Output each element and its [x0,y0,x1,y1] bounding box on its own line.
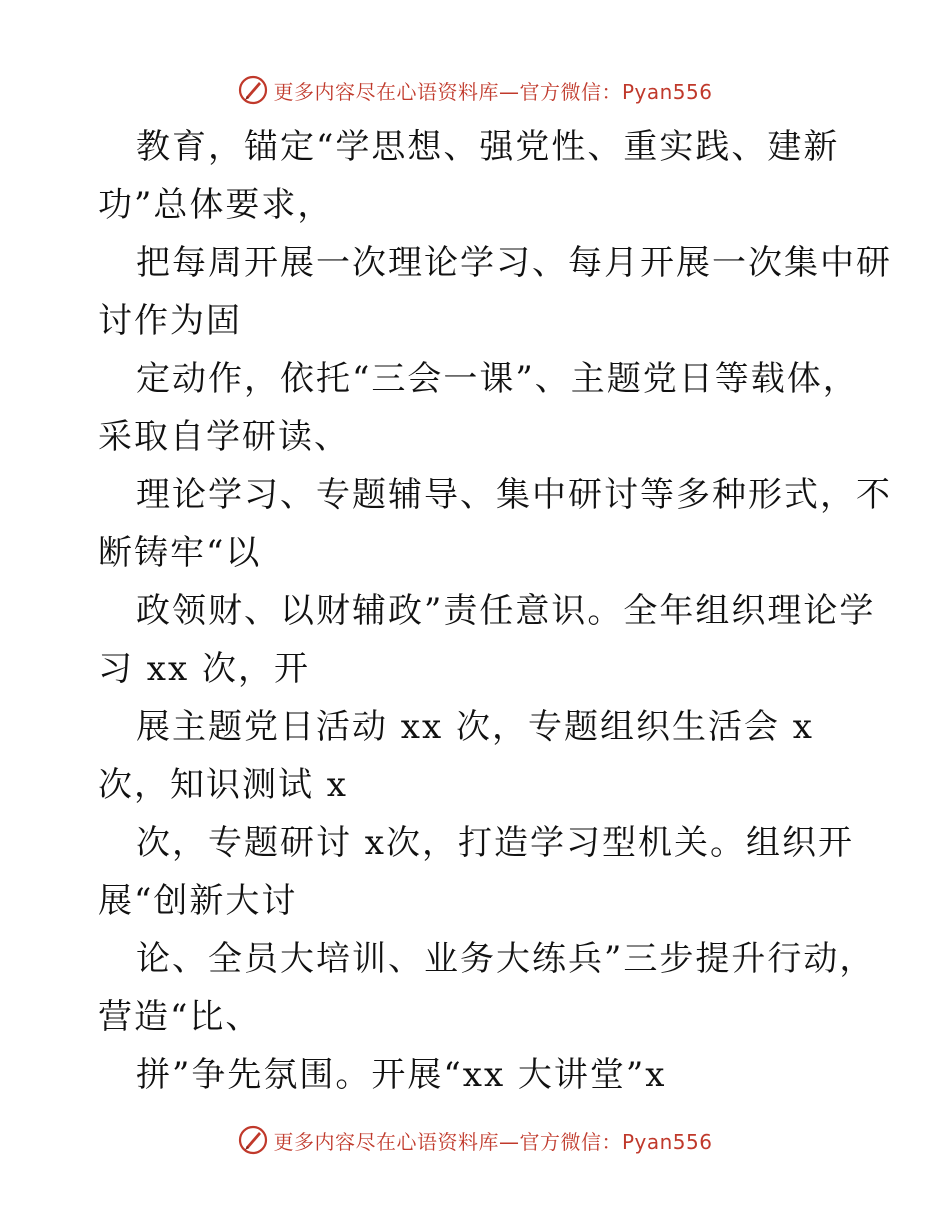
body-line-1: 教育，锚定“学思想、强党性、重实践、建新 [136,127,840,167]
body-line-2: 功”总体要求， [98,185,334,225]
body-line-14: 展“创新大讨 [98,881,298,921]
body-line-13: 次，专题研讨 x次，打造学习型机关。组织开 [136,823,854,863]
header-banner-text: 更多内容尽在心语资料库—官方微信：Pyan556 [273,79,713,104]
document-body [98,118,892,1104]
footer-banner [0,1120,950,1160]
body-line-15: 论、全员大培训、业务大练兵”三步提升行动， [136,939,876,979]
quill-pen-icon [237,1124,269,1156]
body-line-10: 习 xx 次，开 [98,649,310,689]
footer-banner-text: 更多内容尽在心语资料库—官方微信：Pyan556 [273,1129,713,1154]
body-line-7: 理论学习、专题辅导、集中研讨等多种形式，不 [136,475,892,515]
quill-pen-icon [237,74,269,106]
body-line-8: 断铸牢“以 [98,533,262,573]
body-line-12: 次，知识测试 x [98,765,348,805]
body-line-6: 采取自学研读、 [98,417,350,457]
body-line-5: 定动作，依托“三会一课”、主题党日等载体， [136,359,859,399]
body-line-4: 讨作为固 [98,301,242,341]
body-line-3: 把每周开展一次理论学习、每月开展一次集中研 [136,243,892,283]
body-line-11: 展主题党日活动 xx 次，专题组织生活会 x [136,707,814,747]
header-banner [0,70,950,110]
body-line-17: 拼”争先氛围。开展“xx 大讲堂”x [136,1055,667,1095]
body-line-9: 政领财、以财辅政”责任意识。全年组织理论学 [136,591,876,631]
body-line-16: 营造“比、 [98,997,262,1037]
